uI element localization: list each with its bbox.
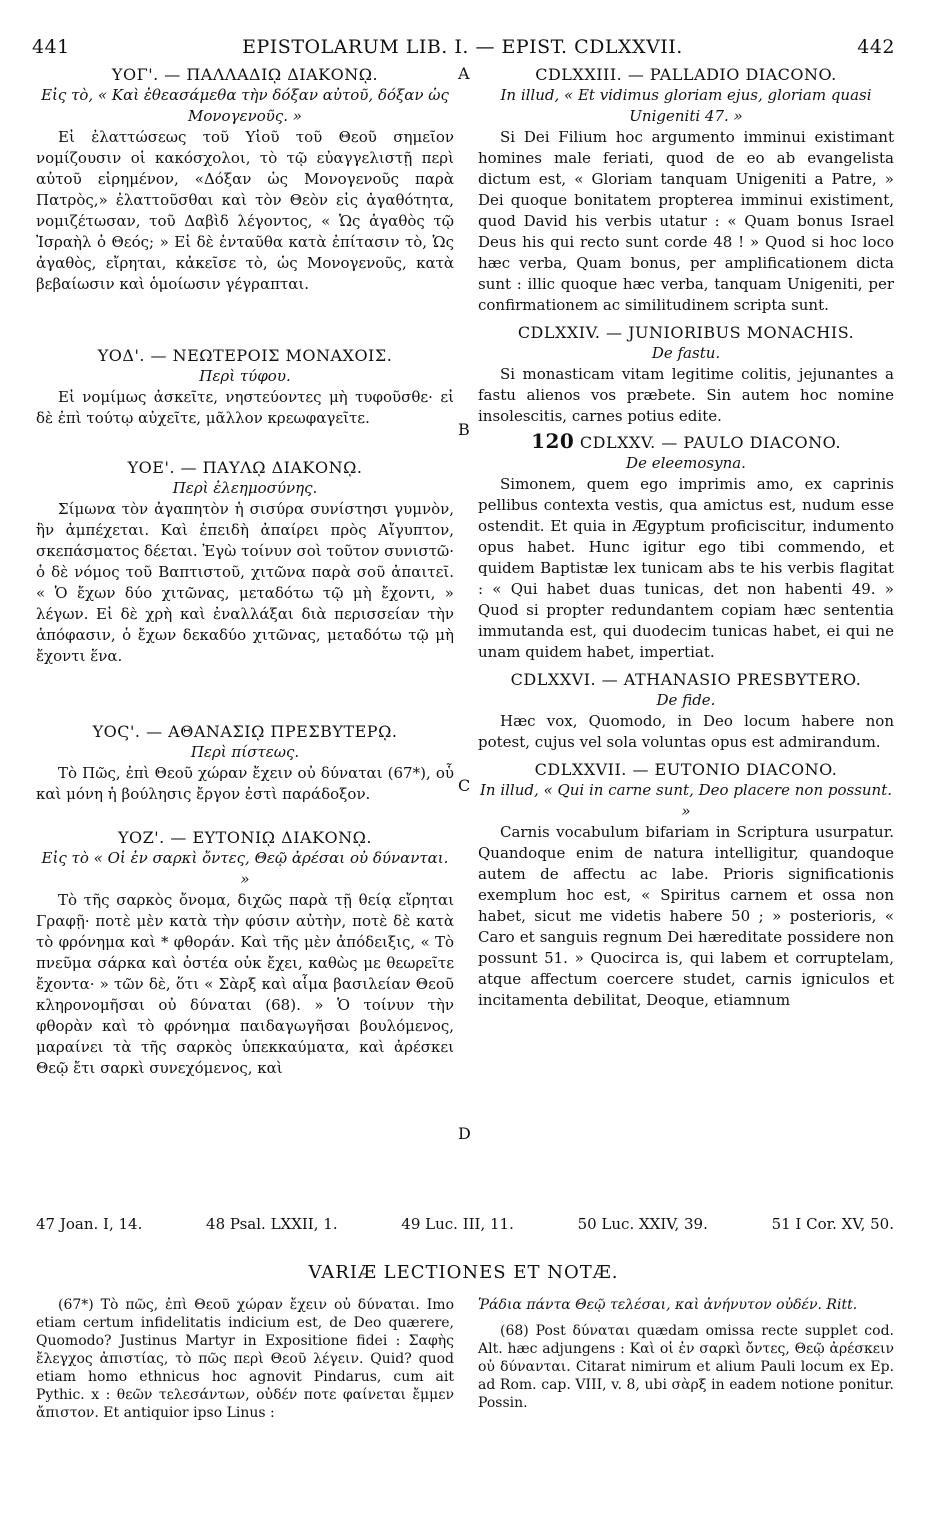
section-heading: CDLXXVI. — ATHANASIO PRESBYTERO. (510, 670, 862, 689)
section-heading-text: CDLXXV. — PAULO DIACONO. (579, 433, 841, 452)
footnote: 51 I Cor. XV, 50. (771, 1215, 894, 1233)
margin-letter-c: C (458, 776, 471, 795)
page-number-right: 442 (857, 36, 895, 58)
letter-text: Hæc vox, Quomodo, in Deo locum habere non potest, cujus vel sola voluntas opus est admirandum. (478, 712, 894, 751)
letter-text: Si monasticam vitam legitime colitis, jejunantes a fastu alienos vos præbete. Sin autem hoc nomine insolescitis, carnes potius edite. (478, 365, 894, 425)
letter-text: Simonem, quem ego imprimis amo, ex caprinis pellibus contexta vestis, qua amictus est, nudum esse ostendit. Et quia in Ægyptum proficiscitur, indumento opus habet. Hunc igitur ego tibi commendo, et quidem Baptistæ lex tunicam abs te his verbis flagitat : « Qui habet duas tunicas, det non habenti 49. » Quod si propter redundantem copiam hæc sententia immutanda est, qui duodecim tunicas habet, ei qui ne unam quidem habet, impertiat. (478, 475, 894, 661)
section-subject: Περὶ τύφου. (199, 367, 291, 385)
margin-letter-b: B (458, 420, 470, 439)
page-number-left: 441 (32, 36, 70, 58)
section-subject: De fastu. (651, 344, 721, 362)
section-subject: De eleemosyna. (626, 454, 746, 472)
running-title: EPISTOLARUM LIB. I. — EPIST. CDLXXVII. (242, 36, 683, 58)
scripture-footnotes (36, 1215, 894, 1233)
letter-text: Carnis vocabulum bifariam in Scriptura usurpatur. Quandoque enim de natura intelligitur, quandoque autem de affectu ac labe. Prioris significationis exemplum hoc est, « Spiritus carnem et ossa non habet, sicut me videtis habere 50 ; » posterioris, « Caro et sanguis regnum Dei hæreditate possidere non possunt 51. » Quocirca is, qui labem et corruptelam, atque affectum coercere studet, carnis igniculos et incitamenta debilitat, Deoque, etiamnum (478, 823, 894, 1009)
footnote: 49 Luc. III, 11. (401, 1215, 514, 1233)
notes-title: VARIÆ LECTIONES ET NOTÆ. (308, 1262, 619, 1283)
section-subject: Εἰς τὸ, « Καὶ ἐθεασάμεθα τὴν δόξαν αὐτοῦ, δόξαν ὡς Μονογενοῦς. » (41, 86, 449, 125)
margin-letter-a: A (458, 64, 470, 83)
section-heading: ΥΟΔ'. — ΝΕΩΤΕΡΟΙΣ ΜΟΝΑΧΟΙΣ. (97, 346, 393, 365)
letter-text: Εἰ ἐλαττώσεως τοῦ Υἱοῦ τοῦ Θεοῦ σημεῖον νομίζουσιν οἱ κακόσχολοι, τὸ τῷ εὐαγγελιστῇ περὶ αὐτοῦ εἰρημένον, «Δόξαν ὡς Μονογενοῦς παρὰ Πατρὸς,» ἐλαττοῦσθαι καὶ τὸν Θεὸν εἰς ἀγαθότητα, νομιζέτωσαν, τοῦ Δαβὶδ λέγοντος, « Ὡς ἀγαθὸς τῷ Ἰσραὴλ ὁ Θεός; » Εἰ δὲ ἐνταῦθα κατὰ ἐπίτασιν τὸ, Ὡς ἀγαθὸς, εἴρηται, κἀκεῖσε τὸ, ὡς Μονογενοῦς, κατὰ βεβαίωσιν καὶ ὁμοίωσιν γέγραπται. (36, 128, 454, 293)
section-heading: ΥΟΓ'. — ΠΑΛΛΑΔΙῼ ΔΙΑΚΟΝῼ. (111, 65, 379, 84)
column-number: 120 (531, 429, 575, 453)
letter-text: Τὸ τῆς σαρκὸς ὄνομα, διχῶς παρὰ τῇ θείᾳ εἴρηται Γραφῇ· ποτὲ μὲν κατὰ τὴν φύσιν αὐτὴν, ποτὲ δὲ κατὰ τὸ φρόνημα καὶ * φθοράν. Καὶ τῆς μὲν ἀπόδειξις, « Τὸ πνεῦμα σάρκα καὶ ὀστέα οὐκ ἔχει, καθὼς με θεωρεῖτε ἔχοντα· » τῶν δὲ, ὅτι « Σὰρξ καὶ αἷμα βασιλείαν Θεοῦ κληρονομῆσαι οὐ δύναται (68). » Ὁ τοίνυν τὴν φθορὰν καὶ τὸ φρόνημα παιδαγωγῆσαι βουλόμενος, μαραίνει τὰ τῆς σαρκὸς ὑπεκκαύματα, καὶ ἀρέσκει Θεῷ ἔτι σαρκὶ συνεχόμενος, καὶ (36, 891, 454, 1077)
notes-right (478, 1296, 894, 1412)
letter-text: Σίμωνα τὸν ἀγαπητὸν ἡ σισύρα συνίστησι γυμνὸν, ἣν ἀμπέχεται. Καὶ ἐπειδὴ ἀπαίρει πρὸς Αἴγυπτον, σκεπάσματος δέεται. Ἐγὼ τοίνυν σοὶ τοῦτον συνιστῶ· ὁ δὲ νόμος τοῦ Βαπτιστοῦ, χιτῶνα παρὰ σοῦ ἀπαιτεῖ. « Ὁ ἔχων δύο χιτῶνας, μεταδότω τῷ μὴ ἔχοντι, » λέγων. Εἰ δὲ χρὴ καὶ ἐναλλάξαι διὰ περισσείαν τὴν ἀπόφασιν, ὁ ἔχων δεκαδύο χιτῶνας, μεταδότω τῷ μὴ ἔχοντι ἕνα. (36, 500, 454, 665)
margin-letter-d: D (458, 1124, 471, 1143)
section-heading (478, 431, 894, 453)
note-67: (67*) Τὸ πῶς, ἐπὶ Θεοῦ χώραν ἔχειν οὐ δύναται. Imo etiam certum infidelitatis indicium est, de Deo quærere, Quomodo? Justinus Martyr in Expositione fidei : Σαφὴς ἔλεγχος ἀπιστίας, τὸ πῶς περὶ Θεοῦ λέγειν. Quid? quod etiam homo ethnicus hoc agnovit Pindarus, cum ait Pythic. x : θεῶν τελεσάντων, οὐδέν ποτε φαίνεται ἔμμεν ἄπιστον. Et antiquior ipso Linus : (36, 1297, 454, 1421)
section-subject: In illud, « Et vidimus gloriam ejus, gloriam quasi Unigeniti 47. » (500, 86, 872, 125)
notes-left (36, 1296, 454, 1422)
section-heading: CDLXXIV. — JUNIORIBUS MONACHIS. (517, 323, 855, 342)
section-subject: Εἰς τὸ « Οἱ ἐν σαρκὶ ὄντες, Θεῷ ἀρέσαι οὐ δύνανται. » (41, 849, 449, 888)
letter-text: Εἰ νομίμως ἀσκεῖτε, νηστεύοντες μὴ τυφοῦσθε· εἰ δὲ ἐπὶ τούτῳ αὐχεῖτε, μᾶλλον κρεωφαγεῖτε. (36, 388, 454, 427)
section-subject: In illud, « Qui in carne sunt, Deo placere non possunt. » (479, 781, 893, 820)
section-subject: Περὶ ἐλεημοσύνης. (172, 479, 318, 497)
section-heading: CDLXXVII. — EUTONIO DIACONO. (534, 760, 838, 779)
note-verse: Ῥάδια πάντα Θεῷ τελέσαι, καὶ ἀνήνυτον οὐδέν. Ritt. (478, 1297, 858, 1313)
section-subject: Περὶ πίστεως. (190, 743, 300, 761)
section-heading: ΥΟϚ'. — ΑΘΑΝΑΣΙῼ ΠΡΕΣΒΥΤΕΡῼ. (92, 722, 398, 741)
latin-column (478, 64, 894, 1011)
footnote: 47 Joan. I, 14. (36, 1215, 143, 1233)
section-heading: ΥΟΖ'. — ΕΥΤΟΝΙῼ ΔΙΑΚΟΝῼ. (117, 828, 372, 847)
letter-text: Τὸ Πῶς, ἐπὶ Θεοῦ χώραν ἔχειν οὐ δύναται (67*), οὗ καὶ μόνη ἡ βούλησις ἔργον ἐστὶ παράδοξον. (36, 764, 454, 803)
greek-column (36, 64, 454, 1079)
running-head (30, 36, 895, 64)
footnote: 50 Luc. XXIV, 39. (577, 1215, 708, 1233)
letter-text: Si Dei Filium hoc argumento imminui existimant homines male feriati, quod de eo ab evangelista dictum est, « Gloriam tanquam Unigeniti a Patre, » Dei quoque bonitatem propterea imminui existiment, quod David his verbis utatur : « Quam bonus Israel Deus his qui recto sunt corde 48 ! » Quod si hoc loco hæc verba, Quam bonus, per amplificationem dicta sunt : illic quoque hæc verba, tanquam Unigeniti, per confirmationem ac similitudinem scripta sunt. (478, 128, 894, 314)
note-68: (68) Post δύναται quædam omissa recte supplet cod. Alt. hæc adjungens : Καὶ οἱ ἐν σαρκὶ ὄντες, Θεῷ ἀρέσκειν οὐ δύνανται. Citarat nimirum et alium Pauli locum ex Ep. ad Rom. cap. VIII, v. 8, ubi σὰρξ in eadem notione ponitur. Possin. (478, 1323, 894, 1411)
section-heading: ΥΟΕ'. — ΠΑΥΛῼ ΔΙΑΚΟΝῼ. (127, 458, 363, 477)
section-heading: CDLXXIII. — PALLADIO DIACONO. (535, 65, 837, 84)
footnote: 48 Psal. LXXII, 1. (206, 1215, 338, 1233)
section-subject: De fide. (656, 691, 716, 709)
